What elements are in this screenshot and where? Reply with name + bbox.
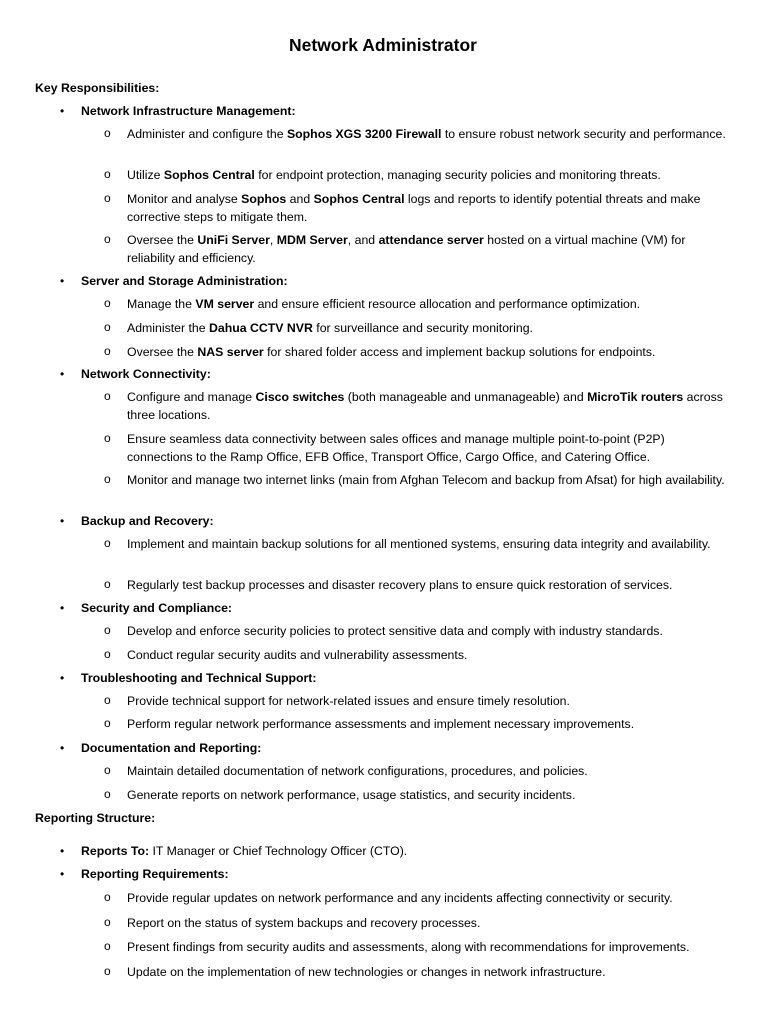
sub-bullet: o [104,939,111,953]
sub-bullet: o [104,787,111,801]
item-text: Develop and enforce security policies to protect sensitive data and comply with industry standards. [127,624,663,638]
group-label: Server and Storage Administration: [81,274,288,288]
sub-bullet: o [104,577,111,591]
bullet: • [60,867,65,881]
bullet: • [60,514,65,528]
sub-bullet: o [104,191,111,205]
sub-bullet: o [104,126,111,140]
sub-bullet: o [104,890,111,904]
item-text: Update on the implementation of new technologies or changes in network infrastructure. [127,965,606,979]
bullet: • [60,274,65,288]
sub-bullet: o [104,623,111,637]
bullet: • [60,367,65,381]
bullet: • [60,844,65,858]
item-text: Provide regular updates on network performance and any incidents affecting connectivity or security. [127,891,673,905]
bullet: • [60,601,65,615]
reports-to-text: Reports To: IT Manager or Chief Technology Officer (CTO). [81,844,408,858]
group-label: Network Infrastructure Management: [81,104,296,118]
sub-bullet: o [104,472,111,486]
sub-bullet: o [104,647,111,661]
key-responsibilities-heading: Key Responsibilities: [35,81,160,95]
sub-bullet: o [104,431,111,445]
item-text: Generate reports on network performance, usage statistics, and security incidents. [127,788,576,802]
item-text: Monitor and analyse Sophos and Sophos Central logs and reports to identify potential threats and make corrective steps to mitigate them. [127,192,701,224]
item-text: Regularly test backup processes and disaster recovery plans to ensure quick restoration of services. [127,578,673,592]
sub-bullet: o [104,693,111,707]
sub-bullet: o [104,344,111,358]
sub-bullet: o [104,320,111,334]
item-text: Conduct regular security audits and vulnerability assessments. [127,648,468,662]
item-text: Utilize Sophos Central for endpoint protection, managing security policies and monitoring threats. [127,168,661,182]
item-text: Implement and maintain backup solutions for all mentioned systems, ensuring data integrity and availability. [127,537,711,551]
bullet: • [60,741,65,755]
sub-bullet: o [104,167,111,181]
group-label: Reporting Requirements: [81,867,229,881]
sub-bullet: o [104,915,111,929]
item-text: Monitor and manage two internet links (main from Afghan Telecom and backup from Afsat) for high availability. [127,473,725,487]
bullet: • [60,671,65,685]
bullet: • [60,104,65,118]
item-text: Manage the VM server and ensure efficient resource allocation and performance optimization. [127,297,641,311]
sub-bullet: o [104,232,111,246]
item-text: Oversee the NAS server for shared folder access and implement backup solutions for endpoints. [127,345,656,359]
sub-bullet: o [104,716,111,730]
item-text: Present findings from security audits and assessments, along with recommendations for improvements. [127,940,690,954]
group-label: Backup and Recovery: [81,514,214,528]
sub-bullet: o [104,296,111,310]
sub-bullet: o [104,964,111,978]
item-text: Administer the Dahua CCTV NVR for surveillance and security monitoring. [127,321,533,335]
item-text: Provide technical support for network-related issues and ensure timely resolution. [127,694,570,708]
item-text: Administer and configure the Sophos XGS 3200 Firewall to ensure robust network security and performance. [127,127,726,141]
item-text: Maintain detailed documentation of network configurations, procedures, and policies. [127,764,588,778]
sub-bullet: o [104,536,111,550]
group-label: Network Connectivity: [81,367,211,381]
group-label: Documentation and Reporting: [81,741,262,755]
sub-bullet: o [104,389,111,403]
sub-bullet: o [104,763,111,777]
item-text: Configure and manage Cisco switches (both manageable and unmanageable) and MicroTik routers across three locations. [127,390,723,422]
group-label: Troubleshooting and Technical Support: [81,671,317,685]
item-text: Perform regular network performance assessments and implement necessary improvements. [127,717,635,731]
item-text: Ensure seamless data connectivity between sales offices and manage multiple point-to-point (P2P) connections to the Ramp Office, EFB Office, Transport Office, Cargo Office, and Catering Office. [127,432,665,464]
page-title: Network Administrator [289,35,477,55]
item-text: Oversee the UniFi Server, MDM Server, and attendance server hosted on a virtual machine (VM) for reliability and efficiency. [127,233,686,265]
item-text: Report on the status of system backups and recovery processes. [127,916,481,930]
group-label: Security and Compliance: [81,601,233,615]
reporting-structure-heading: Reporting Structure: [35,811,156,825]
